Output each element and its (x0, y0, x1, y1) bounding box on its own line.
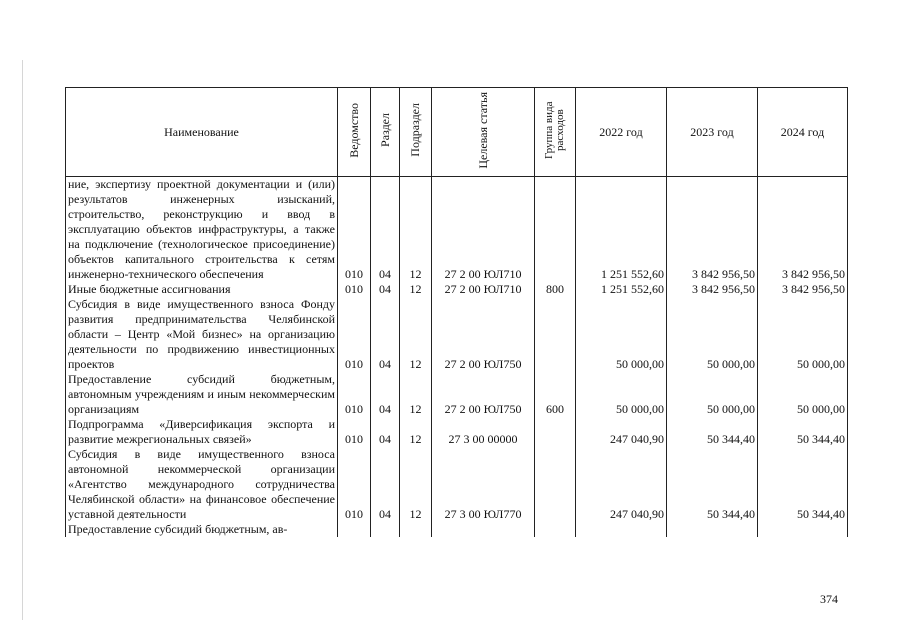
row-podrazdel: 12 (400, 282, 432, 297)
page-number: 374 (820, 592, 838, 606)
row-name: Субсидия в виде имущественного взноса автономной некоммерческой организации «Агентство международного сотрудничества Челябинской области» на финансовое обеспечение уставной деятельности (66, 447, 338, 522)
row-2022: 1 251 552,60 (576, 282, 667, 297)
row-podrazdel: 12 (400, 447, 432, 522)
row-gruppa (535, 177, 576, 283)
row-podrazdel (400, 522, 432, 537)
header-celevaya-statya: Целевая статья (432, 88, 535, 177)
row-vedomstvo: 010 (338, 297, 371, 372)
row-vedomstvo (338, 522, 371, 537)
row-2023: 3 842 956,50 (667, 282, 758, 297)
row-podrazdel: 12 (400, 297, 432, 372)
row-vedomstvo: 010 (338, 282, 371, 297)
row-celevaya-statya: 27 3 00 00000 (432, 417, 535, 447)
row-2024: 50 344,40 (758, 447, 848, 522)
row-gruppa (535, 522, 576, 537)
row-2022: 50 000,00 (576, 297, 667, 372)
table-row (66, 447, 848, 522)
row-razdel: 04 (371, 417, 400, 447)
row-vedomstvo: 010 (338, 417, 371, 447)
row-gruppa (535, 297, 576, 372)
row-2024: 50 000,00 (758, 372, 848, 417)
row-name: Субсидия в виде имущественного взноса Фонду развития предпринимательства Челябинской области – Центр «Мой бизнес» на организацию деятельности по продвижению инвестиционных проектов (66, 297, 338, 372)
row-2024: 50 000,00 (758, 297, 848, 372)
table-row (66, 417, 848, 447)
row-2023: 50 000,00 (667, 372, 758, 417)
row-name: Предоставление субсидий бюджетным, ав- (66, 522, 338, 537)
table-row (66, 177, 848, 283)
row-razdel: 04 (371, 447, 400, 522)
page-margin-line (22, 60, 23, 620)
row-celevaya-statya (432, 522, 535, 537)
row-vedomstvo: 010 (338, 372, 371, 417)
table-row (66, 282, 848, 297)
row-gruppa (535, 417, 576, 447)
row-razdel: 04 (371, 177, 400, 283)
header-gruppa-vida-rashodov: Группа вида расходов (535, 88, 576, 177)
row-podrazdel: 12 (400, 372, 432, 417)
row-razdel: 04 (371, 282, 400, 297)
header-name: Наименование (66, 88, 338, 177)
row-2023: 50 344,40 (667, 417, 758, 447)
table-row (66, 522, 848, 537)
row-celevaya-statya: 27 3 00 ЮЛ770 (432, 447, 535, 522)
row-2023: 50 344,40 (667, 447, 758, 522)
row-gruppa: 800 (535, 282, 576, 297)
row-2023 (667, 522, 758, 537)
row-gruppa (535, 447, 576, 522)
row-2022 (576, 522, 667, 537)
table-row (66, 372, 848, 417)
row-podrazdel: 12 (400, 417, 432, 447)
row-2022: 50 000,00 (576, 372, 667, 417)
row-celevaya-statya: 27 2 00 ЮЛ710 (432, 282, 535, 297)
row-2022: 247 040,90 (576, 447, 667, 522)
row-razdel: 04 (371, 297, 400, 372)
row-vedomstvo: 010 (338, 447, 371, 522)
table-header-row (66, 88, 848, 177)
row-celevaya-statya: 27 2 00 ЮЛ750 (432, 372, 535, 417)
table-row (66, 297, 848, 372)
row-2023: 50 000,00 (667, 297, 758, 372)
row-podrazdel: 12 (400, 177, 432, 283)
row-celevaya-statya: 27 2 00 ЮЛ710 (432, 177, 535, 283)
header-razdel: Раздел (371, 88, 400, 177)
row-2024: 50 344,40 (758, 417, 848, 447)
row-razdel: 04 (371, 372, 400, 417)
budget-table (65, 87, 848, 537)
row-razdel (371, 522, 400, 537)
row-celevaya-statya: 27 2 00 ЮЛ750 (432, 297, 535, 372)
row-2023: 3 842 956,50 (667, 177, 758, 283)
row-2022: 1 251 552,60 (576, 177, 667, 283)
header-2024: 2024 год (758, 88, 848, 177)
row-name: Подпрограмма «Диверсификация экспорта и развитие межрегиональных связей» (66, 417, 338, 447)
row-2024: 3 842 956,50 (758, 177, 848, 283)
row-vedomstvo: 010 (338, 177, 371, 283)
row-2022: 247 040,90 (576, 417, 667, 447)
row-2024: 3 842 956,50 (758, 282, 848, 297)
row-name: Предоставление субсидий бюджетным, автономным учреждениям и иным некоммерческим организациям (66, 372, 338, 417)
row-gruppa: 600 (535, 372, 576, 417)
header-2023: 2023 год (667, 88, 758, 177)
row-2024 (758, 522, 848, 537)
row-name: ние, экспертизу проектной документации и (или) результатов инженерных изысканий, строительство, реконструкцию и ввод в эксплуатацию объектов инфраструктуры, а также на подключение (технологическое присоединение) объектов капитального строительства к сетям инженерно-технического обеспечения (66, 177, 338, 283)
header-podrazdel: Подраздел (400, 88, 432, 177)
header-2022: 2022 год (576, 88, 667, 177)
row-name: Иные бюджетные ассигнования (66, 282, 338, 297)
header-vedomstvo: Ведомство (338, 88, 371, 177)
